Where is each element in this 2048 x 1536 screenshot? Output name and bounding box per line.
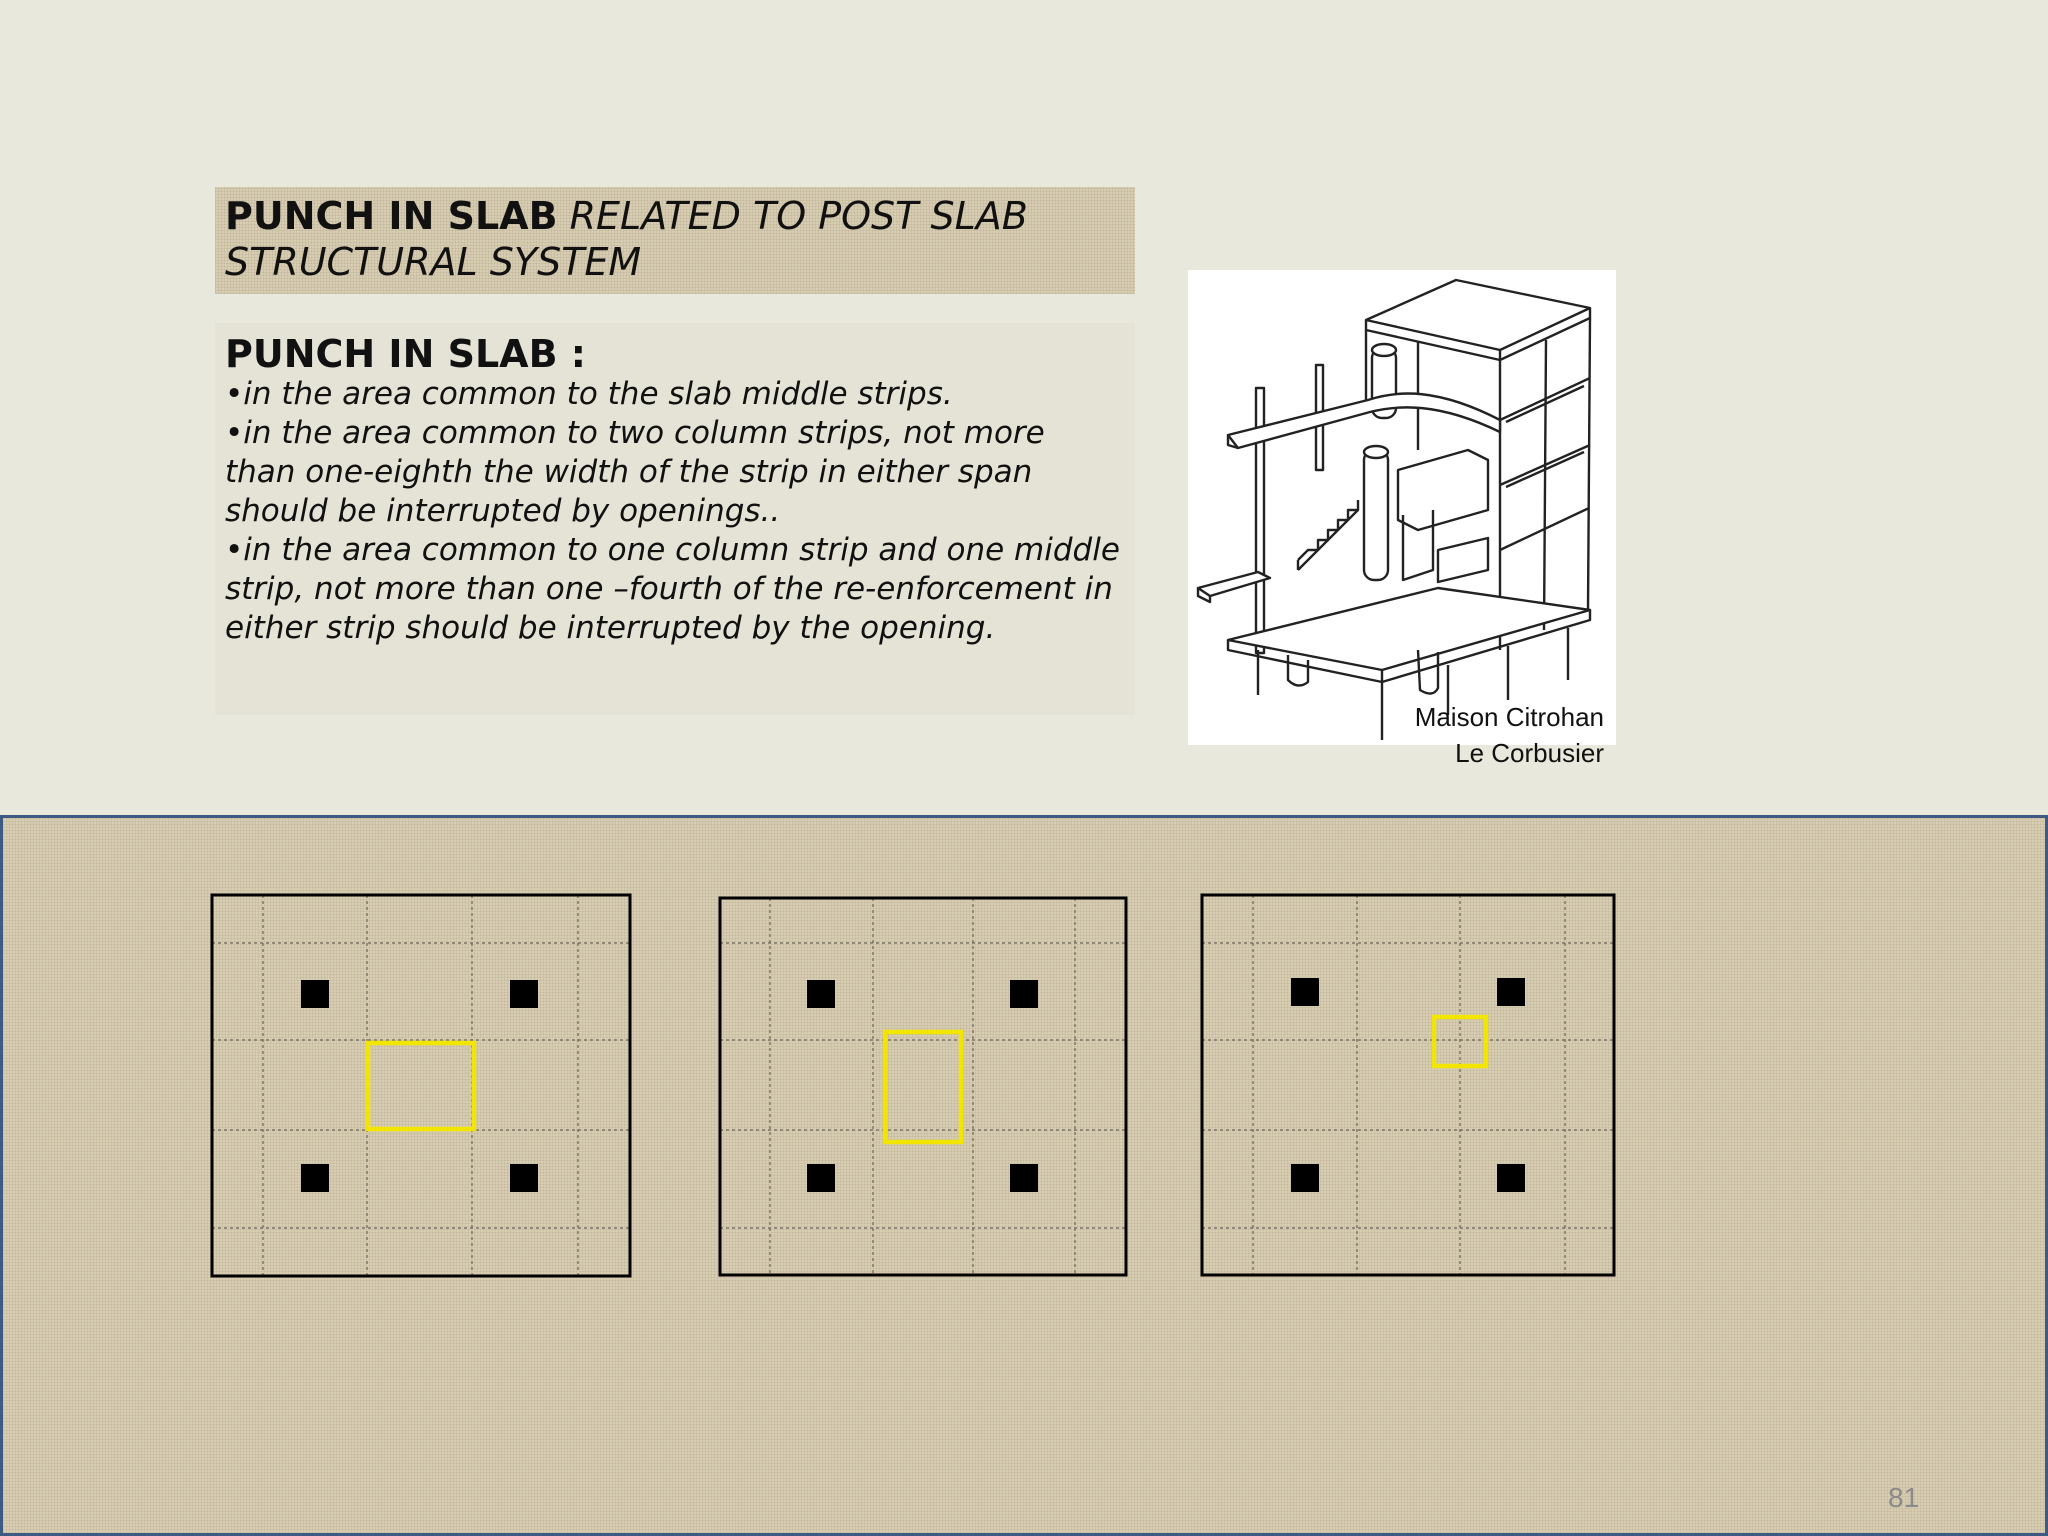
- column-square: [807, 1164, 835, 1192]
- title-bold: PUNCH IN SLAB: [225, 194, 558, 238]
- column-square: [1291, 978, 1319, 1006]
- column-square: [301, 980, 329, 1008]
- column-square: [1010, 980, 1038, 1008]
- bullet-item-1: •in the area common to the slab middle strips.: [225, 376, 953, 412]
- body-heading: PUNCH IN SLAB :: [225, 332, 586, 376]
- slab-opening-highlight: [885, 1032, 961, 1142]
- column-square: [301, 1164, 329, 1192]
- slab-diagram-column-and-middle-strip: [1202, 895, 1614, 1275]
- page-number: 81: [1888, 1482, 1920, 1513]
- slab-diagram-middle-strips: [212, 895, 630, 1276]
- title-italic-line1: RELATED TO POST SLAB: [557, 194, 1028, 238]
- column-square: [510, 980, 538, 1008]
- bullet-item-2: •in the area common to two column strips, not more than one-eighth the width of the strip in either span should be interrupted by openings..: [225, 415, 1045, 529]
- bullet-item-3: •in the area common to one column strip and one middle strip, not more than one –fourth of the re-enforcement in either strip should be interrupted by the opening.: [225, 532, 1120, 646]
- column-square: [807, 980, 835, 1008]
- slab-opening-highlight: [368, 1043, 474, 1129]
- caption-architect: Le Corbusier: [1455, 738, 1604, 768]
- title-italic-line2: STRUCTURAL SYSTEM: [225, 240, 642, 284]
- column-square: [1010, 1164, 1038, 1192]
- caption-building-name: Maison Citrohan: [1414, 702, 1604, 732]
- column-square: [1291, 1164, 1319, 1192]
- column-square: [1497, 978, 1525, 1006]
- slab-diagram-column-strips: [720, 898, 1126, 1275]
- column-square: [510, 1164, 538, 1192]
- column-square: [1497, 1164, 1525, 1192]
